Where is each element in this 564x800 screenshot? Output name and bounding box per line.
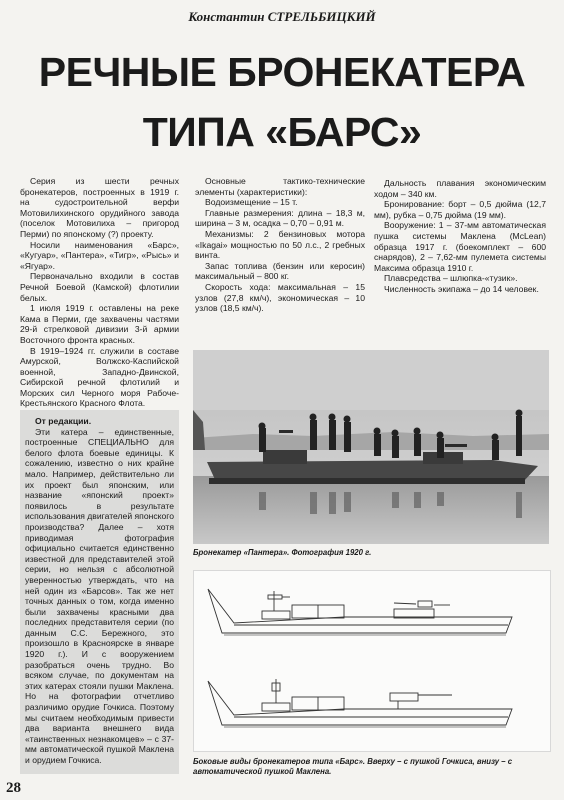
paragraph: Первоначально входили в состав Речной Боевой (Камской) флотилии белых. [20,271,179,303]
text-column-3 [374,178,546,295]
editorial-note-text: Эти катера – единственные, построенные СПЕЦИАЛЬНО для белого флота боевые единицы. К сожалению, известно о них крайне мало. Например, действительно ли их проект был японским, или название «японский проект» появилось в результате использования двигателей японского производства? Далее – хотя приводимая фотография официально считается единственно известной для представителей этой серии, но нельзя с абсолютной уверенностью утверждать, что на ней один из «Барсов». Так же нет точных данных о том, когда именно были захвачены красными два последних представителя серии (по данным С.С. Бережного, это произошло в Красноярске в январе 1920 г.). И с вооружением разобраться очень трудно. Во всяком случае, по документам на этих катерах стояли пушки Маклена. Но на фотографии отчетливо различимо орудие Гочкиса. Поэтому мы считаем необходимым привести два варианта внешнего вида «таинственных незнакомцев» – с 37-мм автоматической пушкой Маклена и орудием Гочкиса. [25,426,175,765]
paragraph: Скорость хода: максимальная – 15 узлов (27,8 км/ч), экономическая – 10 узлов (18,5 км/ч). [195,281,365,314]
article-title-line2: ТИПА «БАРС» [142,109,422,155]
boat-side-view-drawings [193,570,551,752]
page-number: 28 [6,780,21,796]
editorial-note-heading: От редакции. [35,416,92,426]
boat-photo [193,350,549,544]
hotchkiss-variant-profile [208,589,512,635]
paragraph: Плавсредства – шлюпка-«тузик». [384,273,518,284]
paragraph: Механизмы: 2 бензиновых мотора «Ikagai» мощностью по 50 л.с., 2 гребных винта. [195,228,365,261]
author-name: Константин СТРЕЛЬБИЦКИЙ [188,9,376,24]
photo-caption: Бронекатер «Пантера». Фотография 1920 г. [193,548,372,557]
editorial-note-box [20,410,179,774]
paragraph: Носили наименования «Барс», «Кугуар», «Пантера», «Тигр», «Рысь» и «Ягуар». [20,239,179,271]
paragraph: Бронирование: борт – 0,5 дюйма (12,7 мм), рубка – 0,75 дюйма (19 мм). [374,199,546,220]
paragraph: Запас топлива (бензин или керосин) максимальный – 800 кг. [195,260,365,282]
paragraph: Численность экипажа – до 14 человек. [384,283,539,294]
boat-photo-image [193,350,549,544]
paragraph: Основные тактико-технические элементы (характеристики): [195,176,365,197]
boat-profile-drawing [194,571,550,751]
paragraph: Главные размерения: длина – 18,3 м, ширина – 3 м, осадка – 0,70 – 0,91 м. [195,207,365,229]
article-title-line1: РЕЧНЫЕ БРОНЕКАТЕРА [38,49,526,95]
paragraph: Водоизмещение – 15 т. [205,197,298,208]
text-column-2 [195,176,365,314]
drawing-caption: Боковые виды бронекатеров типа «Барс». Вверху – с пушкой Гочкиса, внизу – с автоматической пушкой Маклена. [193,757,513,776]
paragraph: 1 июля 1919 г. оставлены на реке Кама в Перми, где захвачены частями 29-й стрелковой дивизии 3-й армии Восточного фронта красных. [20,303,179,345]
paragraph: В 1919–1924 гг. служили в составе Амурской, Волжско-Каспийской военной, Западно-Двинской, Сибирской речной флотилий и Морских сил Черного моря Рабоче-Крестьянского Красного Флота. [20,345,179,409]
paragraph: Вооружение: 1 – 37-мм автоматическая пушка системы Маклена (McLean) образца 1917 г. (боекомплект – 600 снарядов), 2 – 7,62-мм пулемета системы Максима образца 1910 г. [374,220,546,273]
text-column-1 [20,176,179,409]
maclean-variant-profile [208,679,512,727]
paragraph: Серия из шести речных бронекатеров, построенных в 1919 г. на судостроительной верфи Мотовилихинского орудийного завода (поселок Мотовилиха – пригород Перми) по японскому (?) проекту. [20,176,179,239]
paragraph: Дальность плавания экономическим ходом – 340 км. [374,178,546,199]
